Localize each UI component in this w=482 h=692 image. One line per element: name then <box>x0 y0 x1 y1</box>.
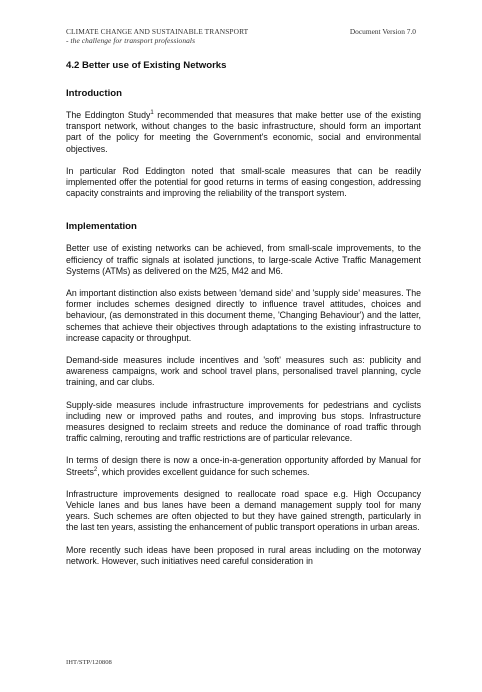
introduction-paragraph-2: In particular Rod Eddington noted that small-scale measures that can be readily implemented offer the potential for good returns in terms of easing congestion, addressing capacity constraints and improving the reliability of the transport system. <box>66 165 421 199</box>
section-heading: 4.2 Better use of Existing Networks <box>66 60 227 71</box>
implementation-paragraph-5: In terms of design there is now a once-in-a-generation opportunity afforded by Manual for Streets$^2$, which provides excellent guidance for such schemes. <box>66 455 421 477</box>
document-version: Document Version 7.0 <box>349 27 416 36</box>
implementation-paragraph-1: Better use of existing networks can be achieved, from small-scale improvements, to the efficiency of traffic signals at isolated junctions, to large-scale Active Traffic Management Systems (ATMs) as delivered on the M25, M42 and M6. <box>66 243 421 276</box>
implementation-paragraph-7: More recently such ideas have been proposed in rural areas including on the motorway network. However, such initiatives need careful consideration in <box>66 544 421 566</box>
introduction-paragraph-1: The Eddington Study$^1$ recommended that measures that make better use of the existing transport network, without changes to the basic infrastructure, should form an important part of the policy for meeting the Government's economic, social and environmental objectives. <box>66 110 421 154</box>
document-header <box>66 27 248 45</box>
implementation-paragraph-6: Infrastructure improvements designed to reallocate road space e.g. High Occupancy Vehicle lanes and bus lanes have been a demand management supply tool for many years. Such schemes are often objected to but they have gained strength, particularly in the last ten years, assisting the enhancement of public transport operations in urban areas. <box>66 488 421 533</box>
document-title: CLIMATE CHANGE AND SUSTAINABLE TRANSPORT <box>66 27 249 36</box>
implementation-heading: Implementation <box>66 221 137 233</box>
implementation-paragraph-4: Supply-side measures include infrastructure improvements for pedestrians and cyclists including new or improved paths and routes, and improving bus stops. Infrastructure measures designed to reclaim streets and reduce the dominance of road traffic through traffic calming, rerouting and traffic restrictions are of particular relevance. <box>66 399 421 444</box>
footnote-ref-2: 2 <box>93 466 98 473</box>
implementation-paragraph-3: Demand-side measures include incentives and 'soft' measures such as: publicity and awareness campaigns, work and school travel plans, personalised travel planning, cycle training, and car clubs. <box>66 355 421 388</box>
footer-code: IHT/STP/120808 <box>66 659 112 666</box>
introduction-heading: Introduction <box>66 88 122 99</box>
page-body <box>66 60 421 578</box>
footnote-ref-1: 1 <box>150 110 154 117</box>
document-subtitle: - the challenge for transport professionals <box>66 36 196 45</box>
implementation-paragraph-2: An important distinction also exists between 'demand side' and 'supply side' measures. The former includes schemes designed directly to influence travel attitudes, choices and behaviour, (as demonstrated in this document theme, 'Changing Behaviour') and the latter, schemes that achieve their objectives through adaptations to the existing infrastructure to increase capacity or throughput. <box>66 288 421 343</box>
